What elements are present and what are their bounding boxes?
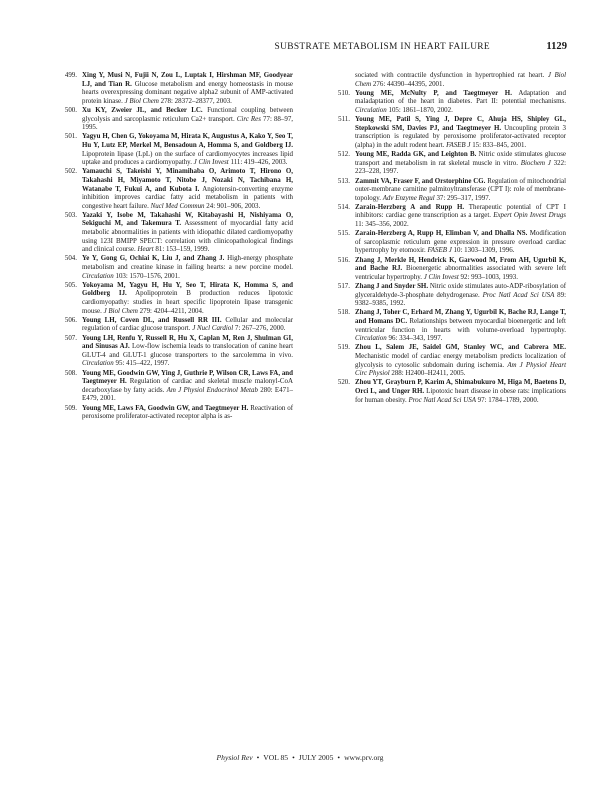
reference-title: Therapeutic potential of CPT I inhibitors: cardiac gene transcription as a target. xyxy=(355,202,566,220)
reference-authors: Zarain-Herzberg A and Rupp H. xyxy=(355,202,465,211)
reference-citation: 96: 334–343, 1997. xyxy=(388,334,443,343)
reference-citation: 24: 901–906, 2003. xyxy=(206,201,261,210)
reference-title: Nitric oxide stimulates glucose transport and metabolism in rat skeletal muscle in vitro. xyxy=(355,150,567,167)
reference-journal: Circulation xyxy=(82,271,114,280)
reference-title: Regulation of cardiac and skeletal muscle malonyl-CoA decarboxylase by fatty acids. xyxy=(82,377,293,394)
reference-authors: Zhang J, Toher C, Erhard M, Zhang Y, Ugurbil K, Bache RJ, Lange T, and Homans DC. xyxy=(355,308,566,325)
reference-title: Functional coupling between glycolysis and sarcoplasmic reticulum Ca2+ transport. xyxy=(82,105,293,123)
footer-url: www.prv.org xyxy=(344,753,384,762)
reference-citation: 276: 44390–44395, 2001. xyxy=(372,79,445,88)
reference-number: 502 . xyxy=(47,167,77,176)
reference-title: sociated with contractile dysfunction in hypertrophied rat heart. xyxy=(355,71,545,79)
reference-title: Angiotensin-converting enzyme inhibition improves cardiac fatty acid metabolism in patients with congestive heart failure. xyxy=(82,184,293,210)
reference-title: Regulation of mitochondrial outer-membrane carnitine palmitoyltransferase (CPT I): role of membrane-topology. xyxy=(355,176,567,202)
reference-journal: Am J Physiol Endocrinol Metab xyxy=(166,385,258,394)
reference-title: Reactivation of peroxisome proliferator-activated receptor alpha is as- xyxy=(82,403,293,421)
reference-title: Apolipoprotein B production reduces lipotoxic cardiomyopathy: studies in heart specific lipoprotein lipase transgenic mouse. xyxy=(82,289,293,315)
reference-entry xyxy=(320,343,566,377)
reference-number: 517 . xyxy=(320,282,350,291)
reference-entry xyxy=(47,71,293,105)
reference-citation: 103: 1570–1576, 2001. xyxy=(115,271,180,280)
reference-number: 514 . xyxy=(320,203,350,212)
reference-number: 510 . xyxy=(320,89,350,98)
reference-column-left xyxy=(47,71,293,421)
reference-authors: Young LH, Coven DL, and Russell RR III. xyxy=(82,315,222,324)
reference-title: Adaptation and maladaptation of the heart in diabetes. Part II: potential mechanisms. xyxy=(355,88,566,106)
reference-journal: Circ Res xyxy=(236,114,261,123)
reference-journal: J Nucl Cardiol xyxy=(192,324,234,333)
reference-authors: Young ME, McNulty P, and Taegtmeyer H. xyxy=(355,88,512,97)
reference-journal: J Biol Chem xyxy=(355,71,567,88)
reference-entry xyxy=(320,150,566,176)
reference-number: 508 . xyxy=(47,369,77,378)
reference-journal: Adv Enzyme Regul xyxy=(382,193,435,202)
reference-entry xyxy=(320,282,566,308)
reference-title: Uncoupling protein 3 transcription is regulated by peroxisome proliferator-activated receptor (alpha) in the adult rodent heart. xyxy=(355,123,567,149)
reference-journal: FASEB J xyxy=(427,246,452,255)
reference-citation: 37: 295–317, 1997. xyxy=(436,193,491,202)
reference-citation: 11: 345–356, 2002. xyxy=(355,220,409,229)
reference-title: Assessment of myocardial fatty acid metabolic abnormalities in patients with idiopathic dilated cardiomyopathy using 123I BMIPP SPECT: correlation with clinicopathological findings and clinical course. xyxy=(82,219,293,254)
reference-journal: Nucl Med Commun xyxy=(150,201,205,210)
reference-entry xyxy=(47,211,293,254)
reference-number: 501 . xyxy=(47,132,77,141)
reference-number: 519 . xyxy=(320,343,350,352)
footer-journal: Physiol Rev xyxy=(216,753,253,762)
reference-title: Relationships between myocardial bioenergetic and left ventricular function in hearts with volume-overload hypertrophy. xyxy=(355,316,566,334)
reference-number: 513 . xyxy=(320,177,350,186)
reference-number: 515 . xyxy=(320,229,350,238)
reference-number: 507 . xyxy=(47,334,77,343)
reference-entry xyxy=(320,203,566,229)
reference-number: 512 . xyxy=(320,150,350,159)
reference-authors: Ye Y, Gong G, Ochiai K, Liu J, and Zhang J. xyxy=(82,254,225,263)
reference-title: Nitric oxide stimulates auto-ADP-ribosylation of glyceraldehyde-3-phosphate dehydrogenase. xyxy=(355,282,566,299)
running-title: SUBSTRATE METABOLISM IN HEART FAILURE xyxy=(274,42,490,52)
reference-entry xyxy=(47,404,293,421)
reference-entry xyxy=(47,167,293,210)
page-footer xyxy=(0,753,600,762)
reference-authors: Young ME, Goodwin GW, Ying J, Guthrie P, Wilson CR, Laws FA, and Taegtmeyer H. xyxy=(82,368,293,386)
reference-number: 499 . xyxy=(47,71,77,80)
reference-entry xyxy=(47,254,293,280)
reference-journal: Circulation xyxy=(355,334,387,343)
reference-citation: 10: 1303–1309, 1996. xyxy=(453,246,515,255)
reference-title: Cellular and molecular regulation of cardiac glucose transport. xyxy=(82,315,294,333)
reference-authors: Zarain-Herzberg A, Rupp H, Elimban V, and Dhalla NS. xyxy=(355,229,528,238)
reference-citation: 7: 267–276, 2000. xyxy=(234,324,286,333)
reference-number: 505 . xyxy=(47,281,77,290)
reference-citation: 288: H2400–H2411, 2005. xyxy=(391,369,466,378)
reference-column-right xyxy=(320,71,566,405)
reference-citation: 77: 88–97, 1995. xyxy=(82,114,294,132)
reference-journal: Biochem J xyxy=(520,158,551,167)
reference-number: 504 . xyxy=(47,254,77,263)
reference-journal: J Biol Chem xyxy=(103,306,138,315)
reference-authors: Xing Y, Musi N, Fujii N, Zou L, Luptak I, Hirshman MF, Goodyear LJ, and Tian R. xyxy=(82,71,293,88)
footer-separator: • xyxy=(292,753,295,762)
reference-entry xyxy=(320,256,566,282)
page-number: 1129 xyxy=(546,41,567,52)
reference-title: Bioenergetic abnormalities associated with severe left ventricular hypertrophy. xyxy=(355,264,567,281)
reference-authors: Zhou YT, Grayburn P, Karim A, Shimabukuro M, Higa M, Baetens D, Orci L, and Unger RH. xyxy=(355,378,566,395)
reference-authors: Zammit VA, Fraser F, and Orstorphine CG. xyxy=(355,176,486,185)
reference-citation: 322: 223–228, 1997. xyxy=(355,158,567,176)
reference-authors: Yagyu H, Chen G, Yokoyama M, Hirata K, Augustus A, Kako Y, Seo T, Hu Y, Lutz EP, Merkel M, Bensadoun A, Homma S, and Goldberg IJ. xyxy=(82,132,293,149)
reference-citation: 280: E471–E479, 2001. xyxy=(82,385,294,403)
reference-number: 503 . xyxy=(47,211,77,220)
reference-entry xyxy=(320,71,566,88)
reference-citation: 81: 153–159, 1999. xyxy=(155,245,210,254)
reference-entry xyxy=(320,229,566,255)
reference-entry xyxy=(320,308,566,342)
reference-journal: Circulation xyxy=(82,359,114,368)
reference-citation: 15: 833–845, 2001. xyxy=(472,140,527,149)
reference-entry xyxy=(47,369,293,403)
reference-authors: Young ME, Radda GK, and Leighton B. xyxy=(355,150,477,159)
reference-authors: Yokoyama M, Yagyu H, Hu Y, Seo T, Hirata K, Homma S, and Goldberg IJ. xyxy=(82,280,293,298)
reference-number: 516 . xyxy=(320,256,350,265)
reference-authors: Young LH, Renfu Y, Russell R, Hu X, Caplan M, Ren J, Shulman GI, and Sinusas AJ. xyxy=(82,333,293,351)
reference-authors: Young ME, Laws FA, Goodwin GW, and Taegtmeyer H. xyxy=(82,403,249,412)
reference-entry xyxy=(320,115,566,149)
reference-entry xyxy=(47,281,293,315)
footer-separator: • xyxy=(256,753,260,762)
reference-journal: J Biol Chem xyxy=(124,96,159,105)
reference-number: 500 . xyxy=(47,106,77,115)
footer-date: JULY 2005 xyxy=(298,753,334,762)
reference-journal: FASEB J xyxy=(446,140,471,149)
reference-title: Lipotoxic heart disease in obese rats: implications for human obesity. xyxy=(355,386,566,404)
reference-authors: Yazaki Y, Isobe M, Takahashi W, Kitabayashi H, Nishiyama O, Sekiguchi M, and Takemura T. xyxy=(82,210,293,228)
reference-authors: Zhou L, Salem JE, Saidel GM, Stanley WC, and Cabrera ME. xyxy=(355,343,566,352)
reference-citation: 89: 9382–9385, 1992. xyxy=(355,290,566,308)
reference-entry xyxy=(320,89,566,115)
running-header xyxy=(0,42,600,56)
reference-number: 520 . xyxy=(320,378,350,387)
reference-authors: Zhang J and Snyder SH. xyxy=(355,282,429,290)
reference-title: Lipoprotein lipase (LpL) on the surface of cardiomyocytes increases lipid uptake and produces a cardiomyopathy. xyxy=(82,149,293,167)
footer-volume: VOL 85 xyxy=(263,753,289,762)
reference-citation: 279: 4204–4211, 2004. xyxy=(139,306,204,315)
reference-citation: 278: 28372–28377, 2003. xyxy=(160,96,232,105)
reference-authors: Yamauchi S, Takeishi Y, Minamihaba O, Arimoto T, Hirono O, Takahashi H, Miyamoto T, Nitobe J, Nozaki N, Tachibana H, Watanabe T, Fukui A, and Kubota I. xyxy=(82,167,293,193)
reference-entry xyxy=(320,378,566,404)
reference-title: Low-flow ischemia leads to translocation of canine heart GLUT-4 and GLUT-1 glucose transporters to the sarcolemma in vivo. xyxy=(82,342,293,359)
reference-title: Glucose metabolism and energy homeostasis in mouse hearts overexpressing dominant negative alpha2 subunit of AMP-activated protein kinase. xyxy=(82,79,294,105)
reference-journal: J Clin Invest xyxy=(193,158,229,167)
reference-number: 506 . xyxy=(47,316,77,325)
reference-number: 511 . xyxy=(320,115,350,124)
reference-entry xyxy=(47,132,293,166)
reference-number: 518 . xyxy=(320,308,350,317)
reference-journal: J Clin Invest xyxy=(423,272,459,281)
reference-entry xyxy=(47,334,293,368)
reference-authors: Xu KY, Zweier JL, and Becker LC. xyxy=(82,105,203,114)
reference-authors: Zhang J, Merkle H, Hendrick K, Garwood M, From AH, Ugurbil K, and Bache RJ. xyxy=(355,255,566,273)
reference-number: 509 . xyxy=(47,404,77,413)
reference-journal: Expert Opin Invest Drugs xyxy=(493,211,567,220)
reference-entry xyxy=(47,106,293,132)
reference-citation: 105: 1861–1870, 2002. xyxy=(388,105,453,114)
reference-citation: 111: 419–426, 2003. xyxy=(230,158,288,167)
reference-title: Mechanistic model of cardiac energy metabolism predicts localization of glycolysis to cytosolic subdomain during ischemia. xyxy=(355,351,566,369)
footer-separator: • xyxy=(337,753,341,762)
reference-journal: Proc Natl Acad Sci USA xyxy=(408,395,476,404)
reference-citation: 92: 993–1003, 1993. xyxy=(460,272,518,281)
reference-citation: 95: 415–422, 1997. xyxy=(115,359,170,368)
reference-authors: Young ME, Patil S, Ying J, Depre C, Ahuja HS, Shipley GL, Stepkowski SM, Davies PJ, and Taegtmeyer H. xyxy=(355,115,566,132)
reference-journal: Heart xyxy=(137,245,154,254)
reference-journal: Proc Natl Acad Sci USA xyxy=(482,290,555,299)
reference-title: Modification of sarcoplasmic reticulum gene expression in pressure overload cardiac hypertrophy by etomoxir. xyxy=(355,229,566,255)
reference-citation: 97: 1784–1789, 2000. xyxy=(477,395,539,404)
reference-journal: Circulation xyxy=(355,105,387,114)
reference-entry xyxy=(47,316,293,333)
reference-journal: Am J Physiol Heart Circ Physiol xyxy=(355,360,567,378)
reference-entry xyxy=(320,177,566,203)
reference-title: High-energy phosphate metabolism and creatine kinase in failing hearts: a new porcine model. xyxy=(82,254,293,272)
